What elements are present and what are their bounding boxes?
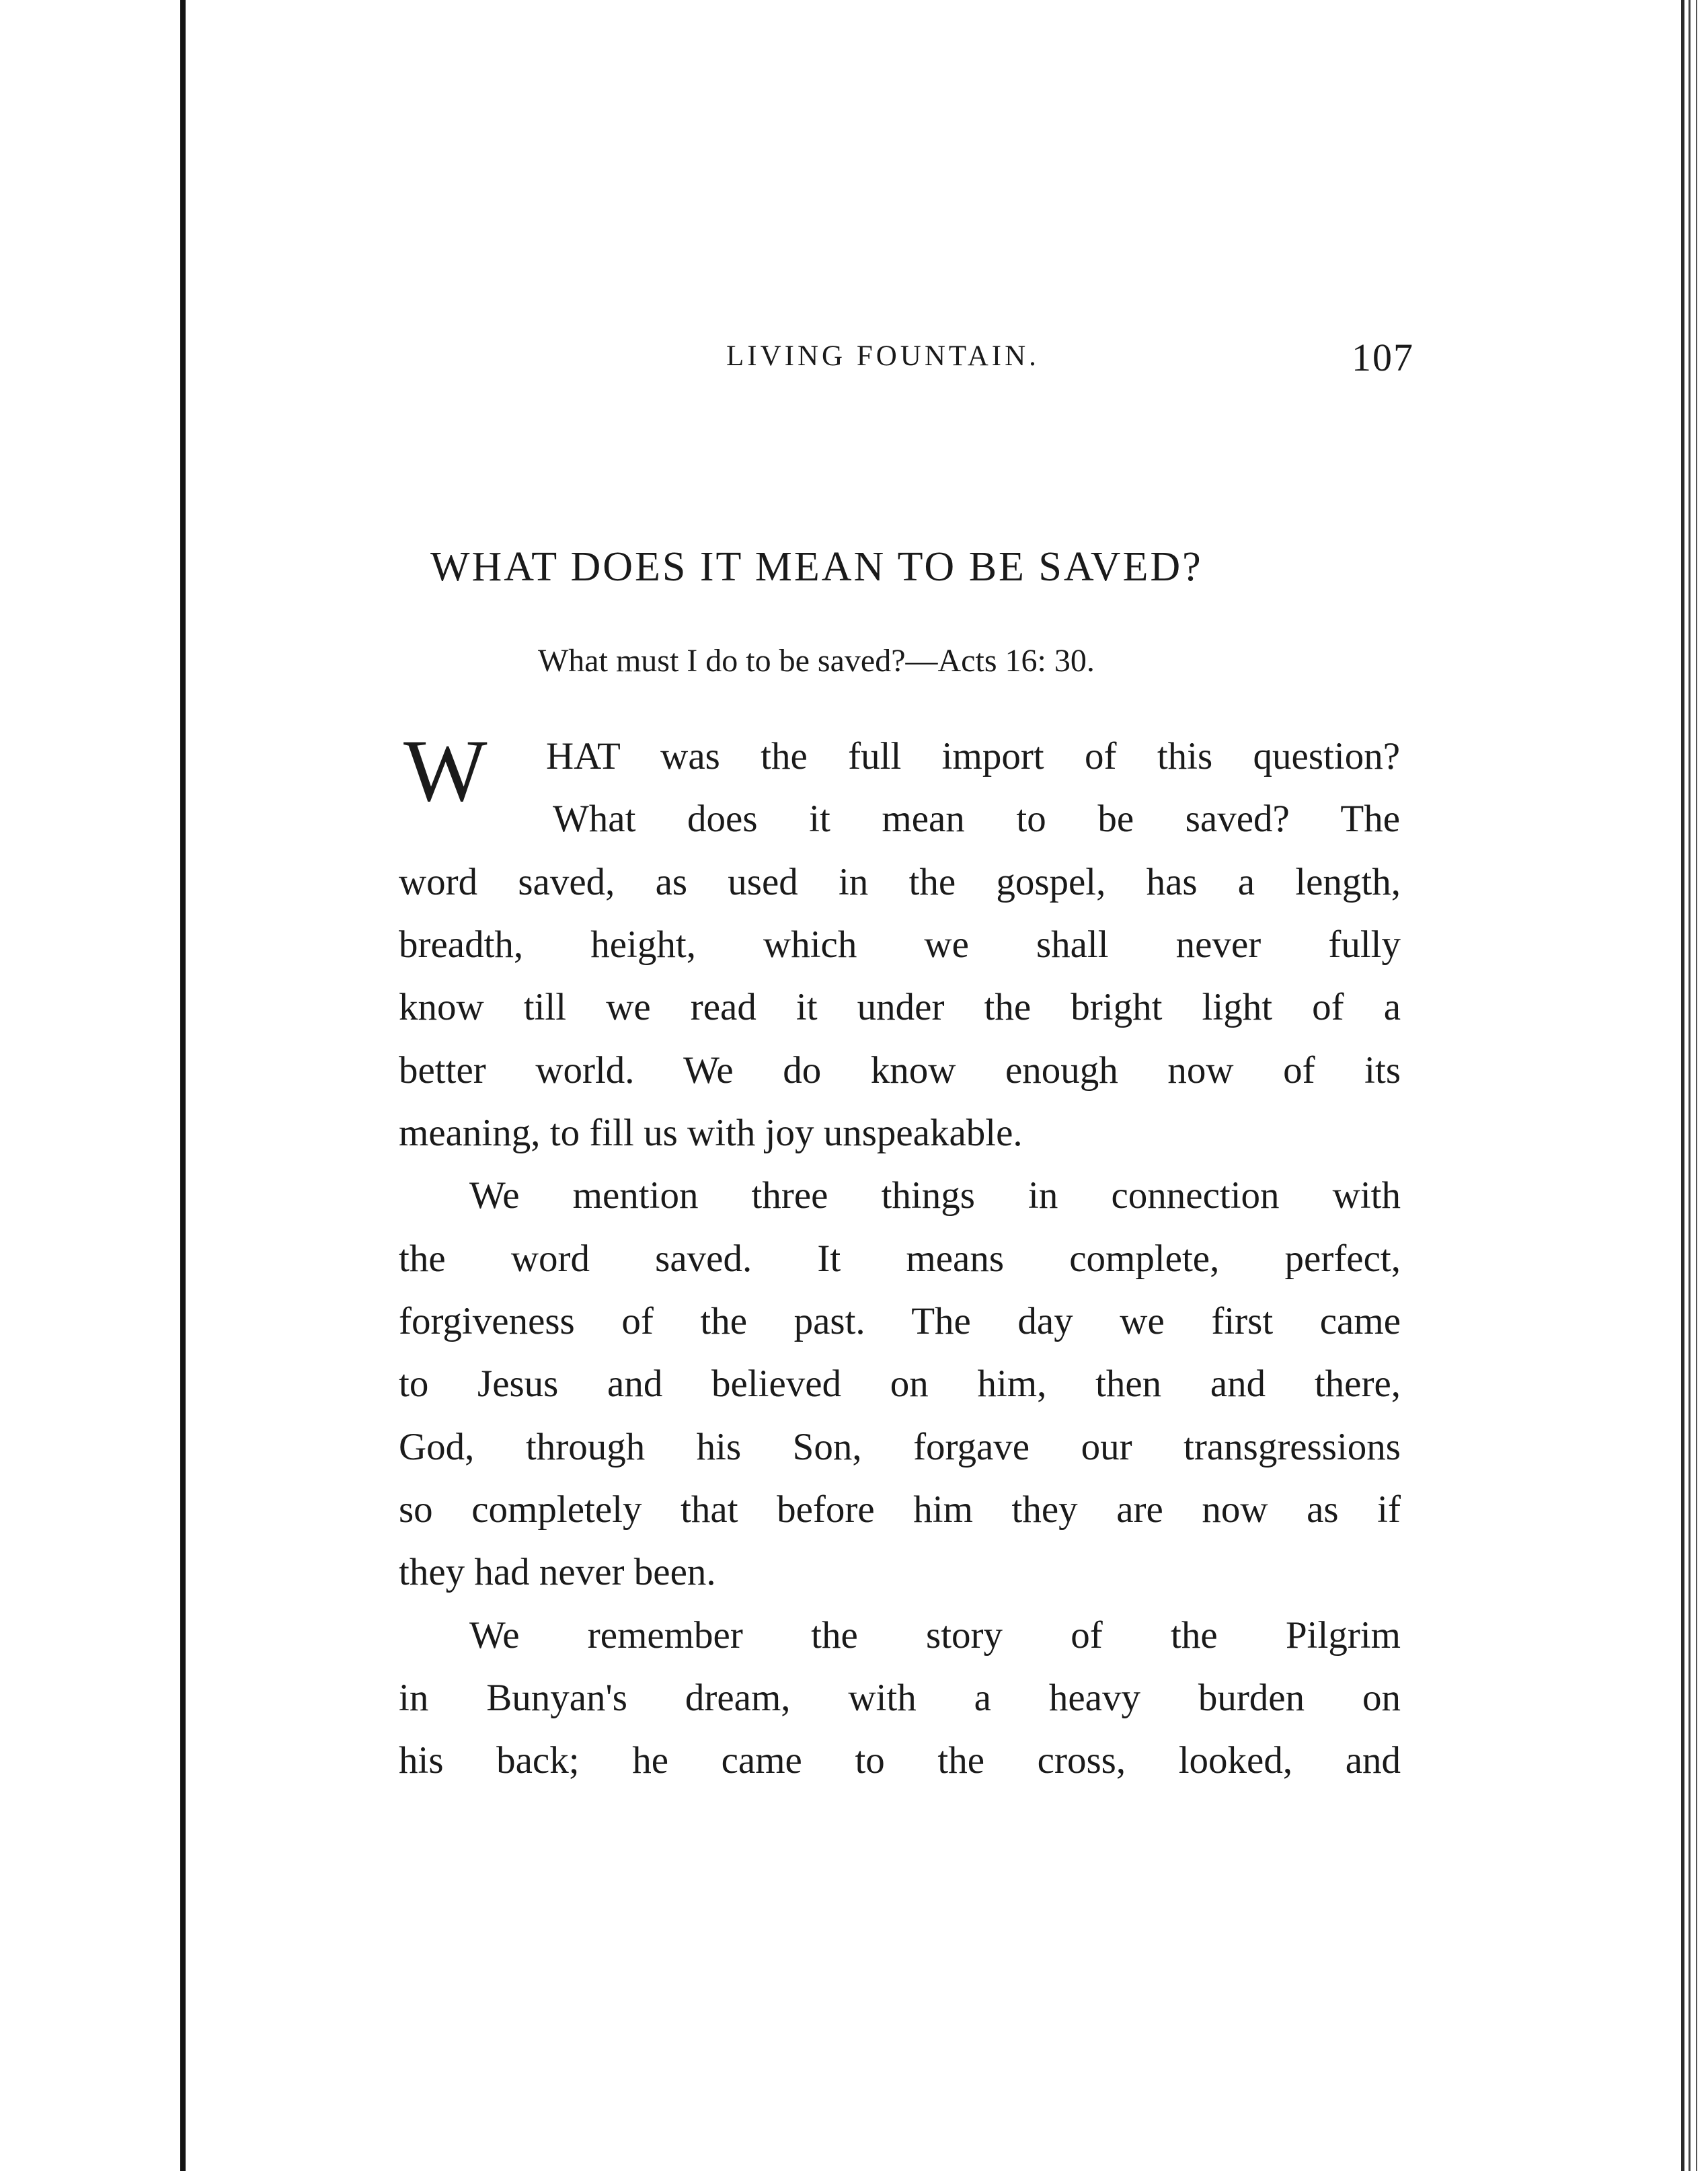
text-line: to Jesus and believed on him, then and there, [399,1363,1401,1405]
text-line: better world. We do know enough now of its [399,1049,1401,1092]
text-line: they had never been. [399,1551,716,1593]
binding-edge [180,0,186,2171]
text-line: What does it mean to be saved? The [553,798,1400,840]
text-line: forgiveness of the past. The day we first came [399,1300,1401,1342]
text-line: in Bunyan's dream, with a heavy burden on [399,1677,1401,1719]
drop-cap: W [403,721,488,820]
text-line: We remember the story of the Pilgrim [469,1614,1401,1656]
page-stack-edge [1681,0,1708,2171]
running-head: LIVING FOUNTAIN. [726,340,1040,372]
text-line: God, through his Son, forgave our transgressions [399,1426,1401,1468]
text-line: HAT was the full import of this question? [546,735,1400,777]
text-line: meaning, to fill us with joy unspeakable. [399,1112,1023,1154]
chapter-title: WHAT DOES IT MEAN TO BE SAVED? [430,544,1203,590]
text-line: know till we read it under the bright light of a [399,986,1401,1028]
page-number: 107 [1352,336,1414,379]
text-line: so completely that before him they are now as if [399,1488,1401,1531]
epigraph: What must I do to be saved?—Acts 16: 30. [538,643,1095,679]
text-line: word saved, as used in the gospel, has a length, [399,861,1401,903]
text-line: the word saved. It means complete, perfect, [399,1237,1401,1280]
text-line: We mention three things in connection with [469,1174,1401,1217]
text-line: his back; he came to the cross, looked, and [399,1739,1401,1782]
text-line: breadth, height, which we shall never fully [399,923,1401,966]
